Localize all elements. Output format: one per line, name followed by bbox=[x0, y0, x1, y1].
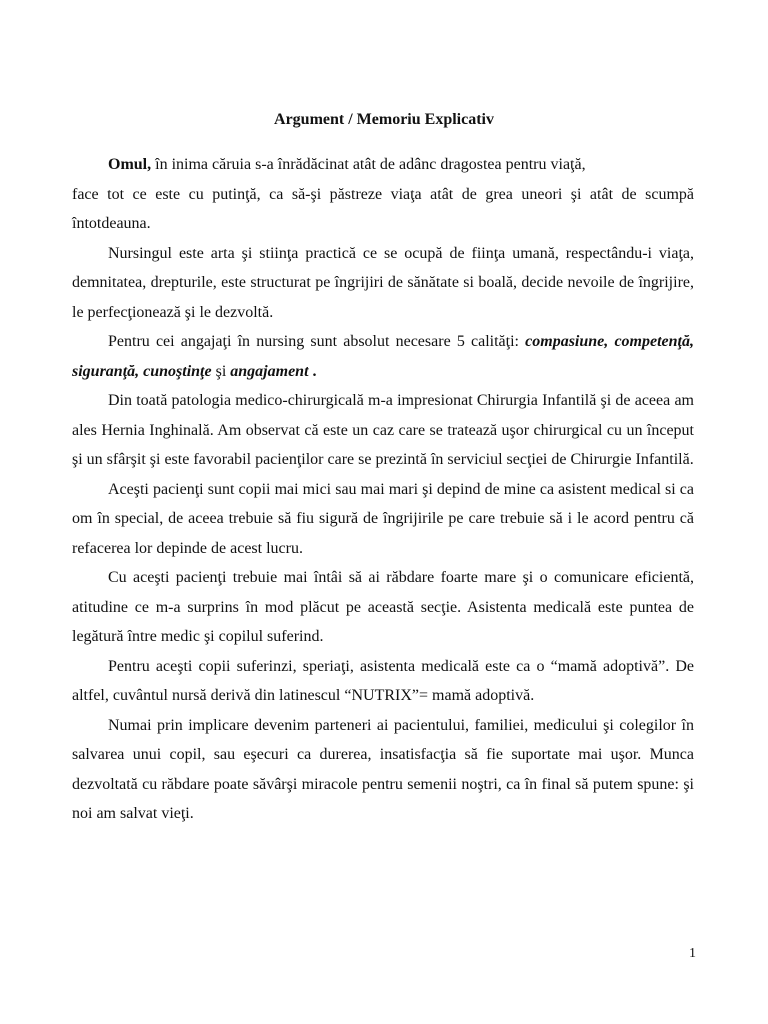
paragraph-4: Din toată patologia medico-chirurgicală m-a impresionat Chirurgia Infantilă şi de aceea am ales Hernia Inghinală. Am observat că este un caz care se tratează uşor chirurgical cu un început şi un sfârşit şi este favorabil pacienţilor care se prezintă în serviciul secţiei de Chirurgie Infantilă. bbox=[72, 392, 694, 468]
quality-compasiune: compasiune, bbox=[525, 333, 609, 350]
page-number: 1 bbox=[689, 946, 696, 961]
paragraph-1 bbox=[72, 150, 694, 180]
document-title: Argument / Memoriu Explicativ bbox=[274, 111, 494, 128]
paragraph-3-end: . bbox=[308, 362, 317, 380]
quality-list: competenţă, siguranţă, cunoştinţe bbox=[72, 333, 694, 380]
paragraph-2: Nursingul este arta şi stiinţa practică ce se ocupă de fiinţa umană, respectându-i viaţa, demnitatea, drepturile, este structurat pe îngrijiri de sănătate si boală, decide nevoile de îngrijire, le perfecţionează şi le dezvoltă. bbox=[72, 244, 694, 321]
paragraph-1-line1: în inima căruia s-a înrădăcinat atât de adânc dragostea pentru viaţă, bbox=[151, 156, 586, 173]
paragraph-1-continuation: face tot ce este cu putinţă, ca să-şi păstreze viaţa atât de grea uneori şi atât de scumpă întotdeauna. bbox=[72, 185, 694, 232]
paragraph-7: Pentru aceşti copii suferinzi, speriaţi, asistenta medicală este ca o “mamă adoptivă”. De altfel, cuvântul nursă derivă din latinescul “NUTRIX”= mamă adoptivă. bbox=[72, 657, 694, 704]
paragraph-6: Cu aceşti pacienţi trebuie mai întâi să ai răbdare foarte mare şi o comunicare eficientă, atitudine ce m-a surprins în mod plăcut pe această secţie. Asistenta medicală este puntea de legătură între medic şi copilul suferind. bbox=[72, 569, 694, 645]
quality-angajament: angajament bbox=[230, 362, 309, 380]
paragraph-8: Numai prin implicare devenim parteneri ai pacientului, familiei, medicului şi colegilor în salvarea unui copil, sau eşecuri ca durerea, insatisfacţia să fie suportate mai uşor. Munca dezvoltată cu răbdare poate săvârşi miracole pentru semenii noştri, ca în final să putem spune: şi noi am salvat vieţi. bbox=[72, 716, 694, 822]
document-body bbox=[72, 150, 694, 829]
paragraph-3-text: Pentru cei angajaţi în nursing sunt absolut necesare 5 calităţi: bbox=[108, 333, 526, 350]
paragraph-3 bbox=[72, 327, 694, 386]
paragraph-3-and: şi bbox=[211, 362, 231, 380]
paragraph-1-lead: Omul, bbox=[108, 156, 152, 173]
paragraph-5: Aceşti pacienţi sunt copii mai mici sau mai mari şi depind de mine ca asistent medical si ca om în special, de aceea trebuie să fiu sigură de îngrijirile pe care trebuie să i le acord pentru că refacerea lor depinde de acest lucru. bbox=[72, 480, 694, 557]
